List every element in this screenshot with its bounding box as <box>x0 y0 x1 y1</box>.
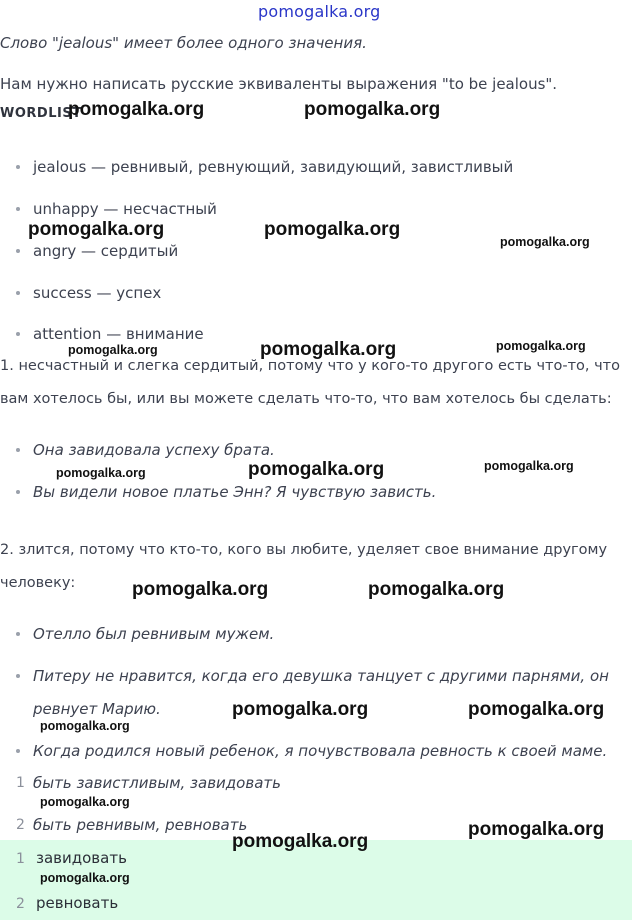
task-number: 1 <box>16 775 25 791</box>
watermark: pomogalka.org <box>56 466 146 480</box>
example-item <box>0 483 600 503</box>
watermark: pomogalka.org <box>500 235 590 249</box>
intro-line-2: Нам нужно написать русские эквиваленты выражения "to be jealous". <box>0 75 558 93</box>
example-text: Вы видели новое платье Энн? Я чувствую зависть. <box>33 483 437 501</box>
watermark: pomogalka.org <box>248 459 385 480</box>
meaning-2-line-1: 2. злится, потому что кто-то, кого вы любите, уделяет свое внимание другому <box>0 542 608 558</box>
answer-text: завидовать <box>36 849 127 867</box>
example-continuation: ревнует Марию. <box>33 700 161 718</box>
bullet-dot <box>16 674 20 678</box>
watermark: pomogalka.org <box>132 579 269 600</box>
wordlist-item-text: success — успех <box>33 284 162 302</box>
intro-line-1: Слово "jealous" имеет более одного значения. <box>0 34 367 52</box>
bullet-dot <box>16 749 20 753</box>
bullet-dot <box>16 291 20 295</box>
watermark: pomogalka.org <box>484 459 574 473</box>
wordlist-item-text: jealous — ревнивый, ревнующий, завидующий, завистливый <box>33 158 514 176</box>
watermark: pomogalka.org <box>468 819 605 840</box>
site-header-watermark: pomogalka.org <box>258 2 381 21</box>
example-item <box>0 625 600 645</box>
meaning-2-line-2: человеку: <box>0 575 76 591</box>
example-text: Питеру не нравится, когда его девушка танцует с другими парнями, он <box>33 667 609 685</box>
bullet-dot <box>16 249 20 253</box>
answer-text: ревновать <box>36 894 119 912</box>
wordlist-item <box>0 158 600 178</box>
watermark: pomogalka.org <box>68 99 205 120</box>
watermark: pomogalka.org <box>264 219 401 240</box>
watermark: pomogalka.org <box>40 795 130 809</box>
example-text: Она завидовала успеху брата. <box>33 441 275 459</box>
example-item <box>0 742 620 762</box>
watermark: pomogalka.org <box>40 871 130 885</box>
watermark: pomogalka.org <box>368 579 505 600</box>
bullet-dot <box>16 207 20 211</box>
answer-number: 1 <box>16 851 25 867</box>
example-text: Отелло был ревнивым мужем. <box>33 625 275 643</box>
watermark: pomogalka.org <box>260 339 397 360</box>
bullet-dot <box>16 490 20 494</box>
bullet-dot <box>16 448 20 452</box>
wordlist-title: WORDLIST <box>0 106 82 121</box>
meaning-1-line-2: вам хотелось бы, или вы можете сделать что-то, что вам хотелось бы сделать: <box>0 391 612 407</box>
task-text: быть ревнивым, ревновать <box>33 816 248 834</box>
example-item <box>0 667 609 687</box>
wordlist-item-text: unhappy — несчастный <box>33 200 217 218</box>
bullet-dot <box>16 632 20 636</box>
meaning-1-line-1: 1. несчастный и слегка сердитый, потому что у кого-то другого есть что-то, что <box>0 358 620 374</box>
wordlist-item <box>0 284 600 304</box>
task-number: 2 <box>16 817 25 833</box>
watermark: pomogalka.org <box>232 831 369 852</box>
watermark: pomogalka.org <box>68 343 158 357</box>
bullet-dot <box>16 332 20 336</box>
answer-number: 2 <box>16 896 25 912</box>
example-item <box>0 441 600 461</box>
watermark: pomogalka.org <box>496 339 586 353</box>
wordlist-item-text: angry — сердитый <box>33 242 179 260</box>
watermark: pomogalka.org <box>304 99 441 120</box>
watermark: pomogalka.org <box>28 219 165 240</box>
wordlist-item-text: attention — внимание <box>33 325 204 343</box>
watermark: pomogalka.org <box>40 719 130 733</box>
watermark: pomogalka.org <box>468 699 605 720</box>
watermark: pomogalka.org <box>232 699 369 720</box>
task-text: быть завистливым, завидовать <box>33 774 281 792</box>
bullet-dot <box>16 165 20 169</box>
example-text: Когда родился новый ребенок, я почувствовала ревность к своей маме. <box>33 742 608 760</box>
wordlist-item <box>0 200 600 220</box>
